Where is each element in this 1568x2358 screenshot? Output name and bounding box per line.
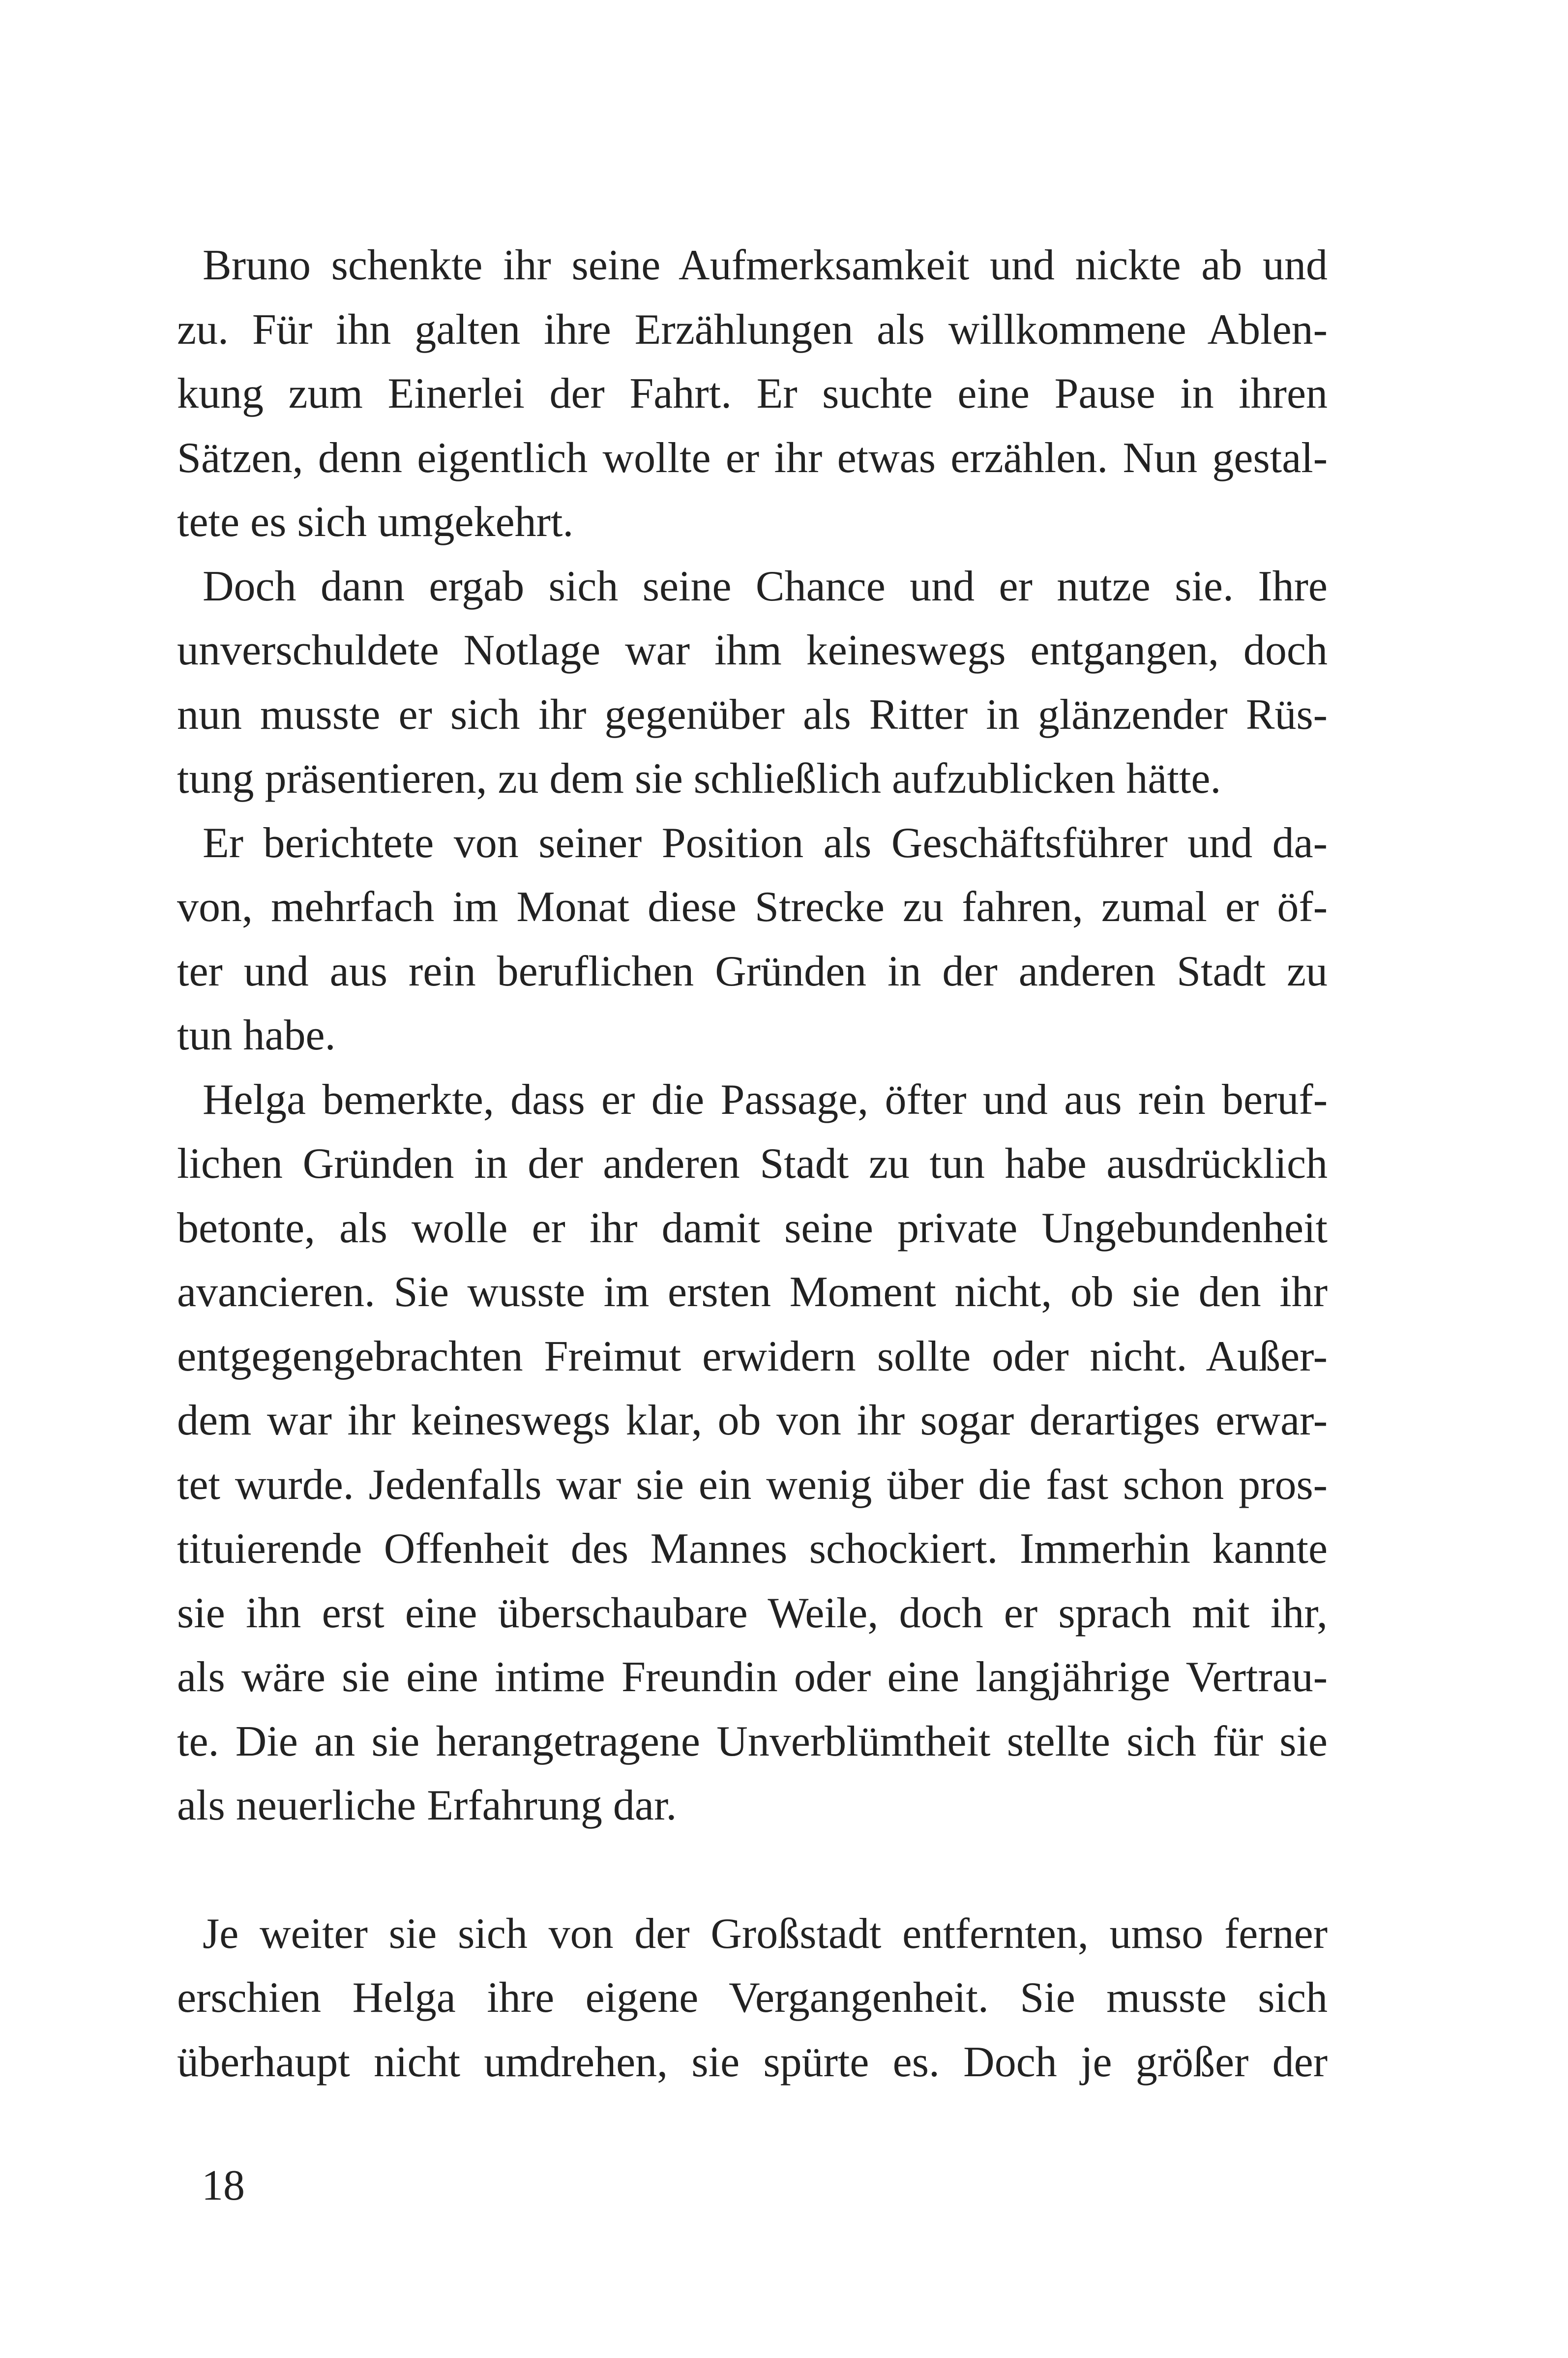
text-line: als neuerliche Erfahrung dar. xyxy=(177,1782,677,1829)
text-line: zu. Für ihn galten ihre Erzählungen als willkommene Ablen- xyxy=(177,305,1328,354)
text-line: tung präsentieren, zu dem sie schließlich aufzublicken hätte. xyxy=(177,755,1221,803)
text-line: nun musste er sich ihr gegenüber als Ritter in glänzender Rüs- xyxy=(177,690,1328,739)
text-line: Bruno schenkte ihr seine Aufmerksamkeit und nickte ab und xyxy=(203,241,1328,289)
text-line: unverschuldete Notlage war ihm keineswegs entgangen, doch xyxy=(177,627,1328,674)
text-line: kung zum Einerlei der Fahrt. Er suchte eine Pause in ihren xyxy=(177,370,1328,418)
text-line: tituierende Offenheit des Mannes schockiert. Immerhin kannte xyxy=(177,1525,1328,1573)
text-line: entgegengebrachten Freimut erwidern sollte oder nicht. Außer- xyxy=(177,1332,1328,1380)
text-line: lichen Gründen in der anderen Stadt zu tun habe ausdrücklich xyxy=(177,1140,1328,1188)
text-line: dem war ihr keineswegs klar, ob von ihr sogar derartiges erwar- xyxy=(177,1397,1328,1444)
paragraph-2 xyxy=(177,555,1328,811)
page-body xyxy=(177,234,1328,2094)
paragraph-5 xyxy=(177,1902,1328,2095)
text-line: sie ihn erst eine überschaubare Weile, doch er sprach mit ihr, xyxy=(177,1589,1328,1637)
text-line: Sätzen, denn eigentlich wollte er ihr etwas erzählen. Nun gestal- xyxy=(177,434,1328,482)
text-line: ter und aus rein beruflichen Gründen in der anderen Stadt zu xyxy=(177,947,1328,995)
text-line: Helga bemerkte, dass er die Passage, öfter und aus rein beruf- xyxy=(203,1075,1328,1124)
text-line: erschien Helga ihre eigene Vergangenheit. Sie musste sich xyxy=(177,1974,1328,2022)
text-line: als wäre sie eine intime Freundin oder eine langjährige Vertrau- xyxy=(177,1653,1328,1701)
text-line: überhaupt nicht umdrehen, sie spürte es. Doch je größer der xyxy=(177,2038,1328,2086)
text-line: tun habe. xyxy=(177,1012,336,1059)
paragraph-4 xyxy=(177,1068,1328,1838)
paragraph-3 xyxy=(177,811,1328,1068)
text-line: Er berichtete von seiner Position als Geschäftsführer und da- xyxy=(203,819,1328,867)
text-line: tet wurde. Jedenfalls war sie ein wenig über die fast schon pros- xyxy=(177,1461,1328,1509)
paragraph-1 xyxy=(177,234,1328,555)
text-line: betonte, als wolle er ihr damit seine private Ungebundenheit xyxy=(177,1204,1328,1252)
text-line: tete es sich umgekehrt. xyxy=(177,498,574,546)
text-line: te. Die an sie herangetragene Unverblümtheit stellte sich für sie xyxy=(177,1717,1328,1765)
text-line: von, mehrfach im Monat diese Strecke zu fahren, zumal er öf- xyxy=(177,883,1328,931)
text-line: avancieren. Sie wusste im ersten Moment nicht, ob sie den ihr xyxy=(177,1268,1328,1316)
text-line: Je weiter sie sich von der Großstadt entfernten, umso ferner xyxy=(203,1910,1328,1958)
page-number: 18 xyxy=(202,2162,245,2209)
text-line: Doch dann ergab sich seine Chance und er nutze sie. Ihre xyxy=(203,562,1328,610)
section-break xyxy=(177,1838,1328,1902)
